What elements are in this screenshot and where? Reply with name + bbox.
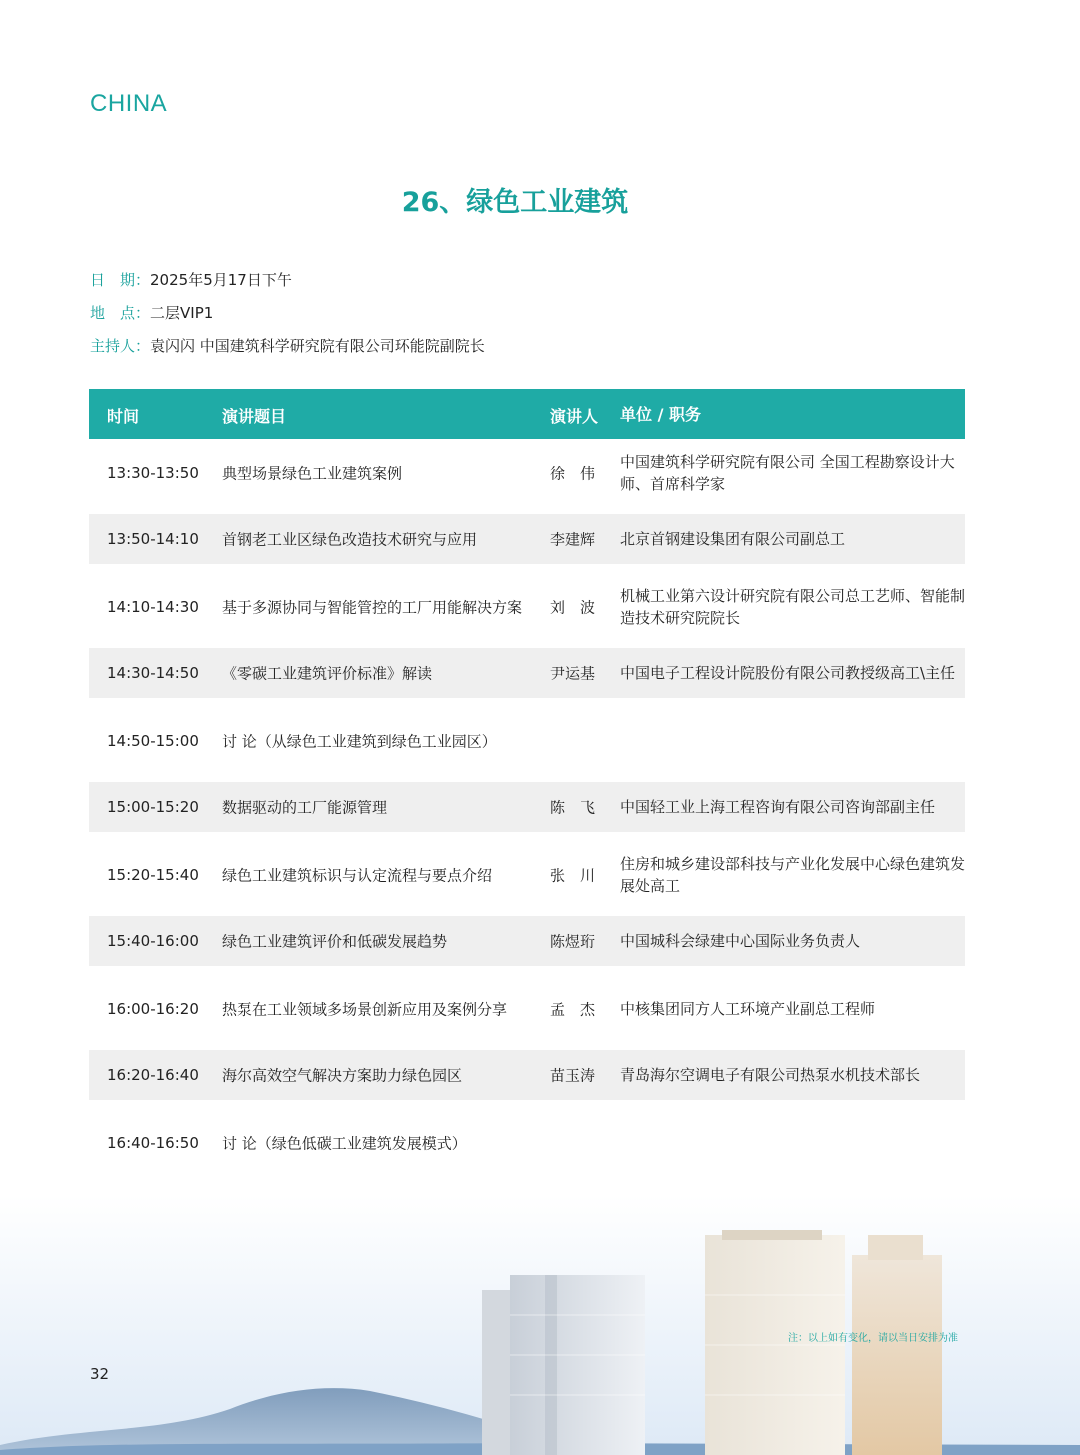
header-word: CHINA xyxy=(90,90,168,117)
row-time: 13:50-14:10 xyxy=(107,530,199,548)
table-row xyxy=(89,514,965,564)
table-row xyxy=(89,573,965,640)
header-topic: 演讲题目 xyxy=(222,407,287,426)
table-row xyxy=(89,707,965,774)
row-time: 16:40-16:50 xyxy=(107,1133,199,1152)
row-topic: 讨 论（从绿色工业建筑到绿色工业园区） xyxy=(222,732,497,750)
row-speaker: 陈煜珩 xyxy=(550,932,596,951)
table-row xyxy=(89,648,965,698)
table-header xyxy=(89,389,965,439)
place-label: 地 点： xyxy=(90,304,151,322)
table-row xyxy=(89,975,965,1042)
host-label: 主持人： xyxy=(90,337,151,355)
table-row xyxy=(89,841,965,908)
row-topic: 海尔高效空气解决方案助力绿色园区 xyxy=(222,1066,463,1085)
row-topic: 绿色工业建筑评价和低碳发展趋势 xyxy=(222,932,448,951)
table-row xyxy=(89,439,965,506)
row-time: 14:30-14:50 xyxy=(107,664,199,682)
row-topic: 绿色工业建筑标识与认定流程与要点介绍 xyxy=(222,866,493,884)
footnote: 注：以上如有变化，请以当日安排为准 xyxy=(788,1333,958,1344)
table-row xyxy=(89,782,965,832)
table-row xyxy=(89,1050,965,1100)
cityscape-illustration xyxy=(0,1195,1080,1455)
row-time: 15:00-15:20 xyxy=(107,798,199,816)
schedule-table xyxy=(89,389,965,1176)
table-row xyxy=(89,1109,965,1176)
row-speaker: 孟 杰 xyxy=(550,1000,596,1018)
place-value: 二层VIP1 xyxy=(150,304,214,322)
row-topic: 讨 论（绿色低碳工业建筑发展模式） xyxy=(222,1134,467,1152)
meta-date xyxy=(90,270,292,290)
row-time: 14:10-14:30 xyxy=(107,597,199,616)
row-unit: 中国轻工业上海工程咨询有限公司咨询部副主任 xyxy=(620,798,936,816)
row-unit: 中核集团同方人工环境产业副总工程师 xyxy=(620,999,876,1018)
row-topic: 数据驱动的工厂能源管理 xyxy=(222,798,388,817)
row-speaker: 刘 波 xyxy=(550,598,596,616)
table-row xyxy=(89,916,965,966)
row-topic: 首钢老工业区绿色改造技术研究与应用 xyxy=(222,530,478,549)
row-unit: 中国建筑科学研究院有限公司 全国工程勘察设计大师、首席科学家 xyxy=(620,452,955,493)
row-unit: 北京首钢建设集团有限公司副总工 xyxy=(620,530,846,548)
date-value: 2025年5月17日下午 xyxy=(150,271,292,289)
row-speaker: 苗玉涛 xyxy=(550,1066,596,1085)
row-topic: 典型场景绿色工业建筑案例 xyxy=(222,464,403,482)
meta-place xyxy=(90,303,213,323)
row-speaker: 徐 伟 xyxy=(550,464,596,482)
row-unit: 中国电子工程设计院股份有限公司教授级高工\主任 xyxy=(620,664,956,682)
header-speaker: 演讲人 xyxy=(550,407,599,426)
page-number: 32 xyxy=(90,1365,110,1383)
row-speaker: 李建辉 xyxy=(550,530,596,549)
date-label: 日 期： xyxy=(90,271,151,289)
header-unit: 单位 / 职务 xyxy=(620,405,701,424)
row-speaker: 陈 飞 xyxy=(550,798,596,817)
row-time: 14:50-15:00 xyxy=(107,731,199,750)
row-speaker: 张 川 xyxy=(550,866,596,884)
row-topic: 热泵在工业领域多场景创新应用及案例分享 xyxy=(222,1000,508,1018)
row-unit: 中国城科会绿建中心国际业务负责人 xyxy=(620,932,861,950)
row-time: 16:20-16:40 xyxy=(107,1066,199,1084)
row-unit: 青岛海尔空调电子有限公司热泵水机技术部长 xyxy=(620,1066,921,1084)
row-unit: 机械工业第六设计研究院有限公司总工艺师、智能制造技术研究院院长 xyxy=(620,586,966,627)
row-topic: 《零碳工业建筑评价标准》解读 xyxy=(222,664,433,683)
row-time: 15:40-16:00 xyxy=(107,932,199,950)
meta-host xyxy=(90,336,485,356)
row-time: 15:20-15:40 xyxy=(107,865,199,884)
row-time: 16:00-16:20 xyxy=(107,999,199,1018)
row-time: 13:30-13:50 xyxy=(107,463,199,482)
host-value: 袁闪闪 中国建筑科学研究院有限公司环能院副院长 xyxy=(150,337,485,355)
page-title: 26、绿色工业建筑 xyxy=(401,187,629,218)
row-speaker: 尹运基 xyxy=(550,664,596,683)
header-time: 时间 xyxy=(107,407,140,426)
row-topic: 基于多源协同与智能管控的工厂用能解决方案 xyxy=(222,598,523,616)
row-unit: 住房和城乡建设部科技与产业化发展中心绿色建筑发展处高工 xyxy=(620,854,966,895)
